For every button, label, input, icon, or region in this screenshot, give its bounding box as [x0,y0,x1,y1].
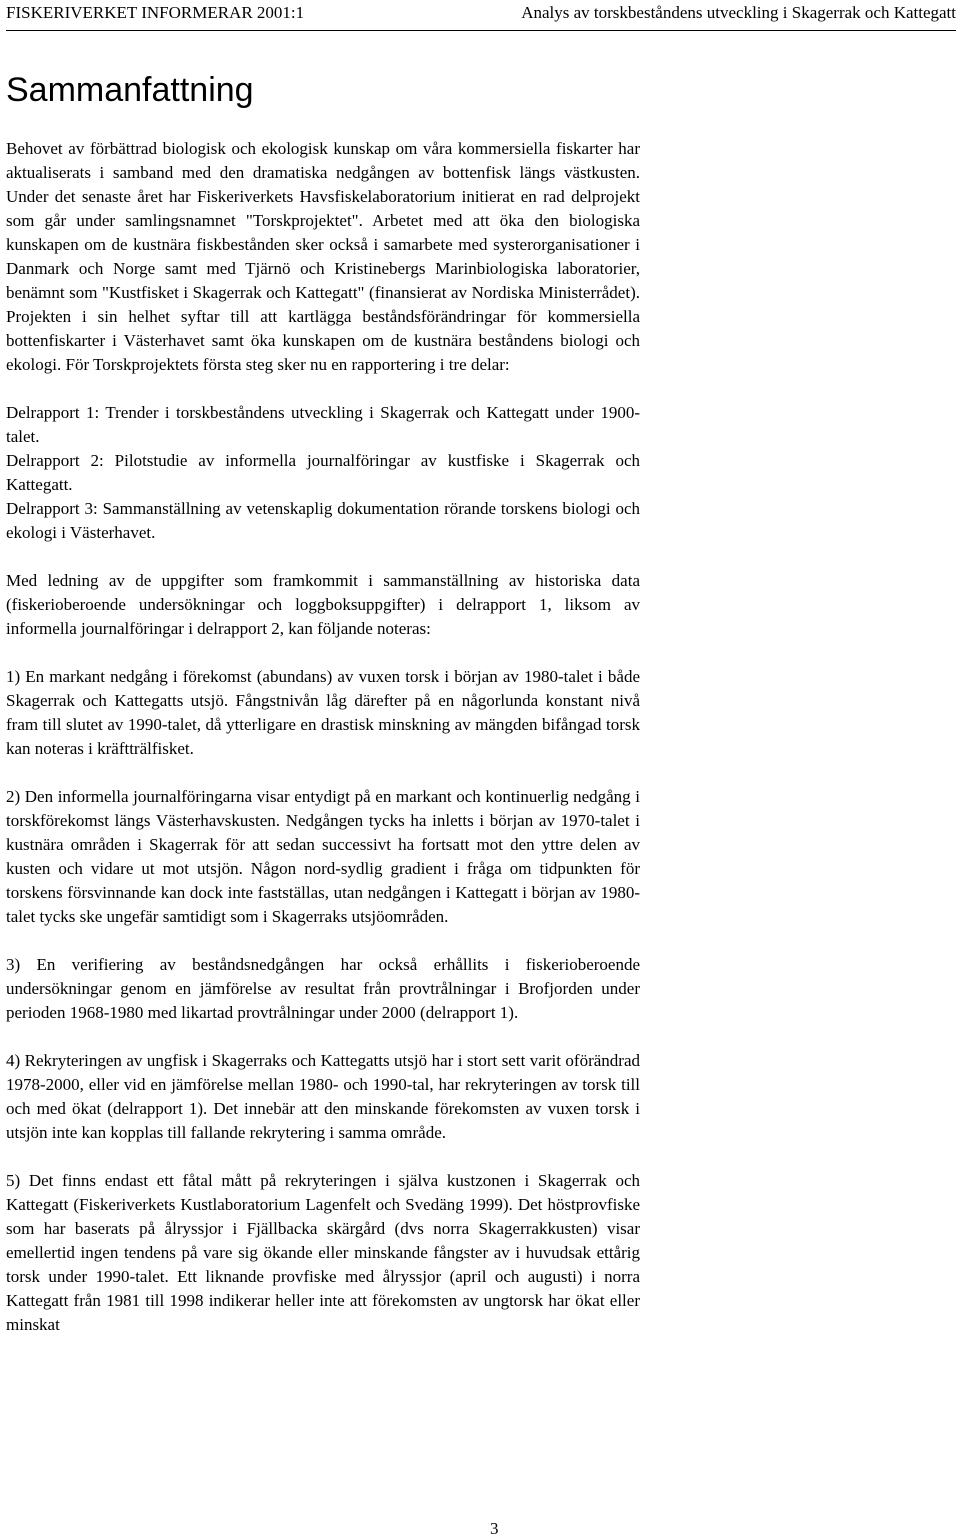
running-header [6,0,956,31]
body-text [6,137,640,1337]
delrapport-2: Delrapport 2: Pilotstudie av informella journalföringar av kustfiske i Skagerrak och Kattegatt. [6,451,640,494]
finding-1: 1) En markant nedgång i förekomst (abundans) av vuxen torsk i början av 1980-talet i både Skagerrak och Kattegatts utsjö. Fångstnivån låg därefter på en någorlunda konstant nivå fram till slutet av 1990-talet, då ytterligare en drastisk minskning av mängden bifångad torsk kan noteras i kräftträlfisket. [6,667,640,758]
section-title: Sammanfattning [6,71,254,109]
intro-paragraph: Behovet av förbättrad biologisk och ekologisk kunskap om våra kommersiella fiskarter har aktualiserats i samband med den dramatiska nedgången av bottenfisk längs västkusten. Under det senaste året har Fiskeriverkets Havsfiskelaboratorium initierat en rad delprojekt som går under samlingsnamnet "Torskprojektet". Arbetet med att öka den biologiska kunskapen om de kustnära fiskbestånden sker också i samarbete med systerorganisationer i Danmark och Norge samt med Tjärnö och Kristinebergs Marinbiologiska laboratorier, benämnt som "Kustfisket i Skagerrak och Kattegatt" (finansierat av Nordiska Ministerrådet). Projekten i sin helhet syftar till att kartlägga beståndsförändringar för kommersiella bottenfiskarter i Västerhavet samt öka kunskapen om de kustnära beståndens biologi och ekologi. För Torskprojektets första steg sker nu en rapportering i tre delar: [6,139,640,374]
finding-5: 5) Det finns endast ett fåtal mått på rekryteringen i själva kustzonen i Skagerrak och Kattegatt (Fiskeriverkets Kustlaboratorium Lagenfelt och Svedäng 1999). Det höstprovfiske som har baserats på ålryssjor i Fjällbacka skärgård (dvs norra Skagerrakkusten) visar emellertid ingen tendens på vare sig ökande eller minskande fångster av i huvudsak ettårig torsk under 1990-talet. Ett liknande provfiske med ålryssjor (april och augusti) i norra Kattegatt från 1981 till 1998 indikerar heller inte att förekomsten av ungtorsk har ökat eller minskat [6,1171,640,1334]
delrapport-3: Delrapport 3: Sammanställning av vetenskaplig dokumentation rörande torskens biologi och ekologi i Västerhavet. [6,499,640,542]
header-report-title: Analys av torskbeståndens utveckling i Skagerrak och Kattegatt [521,3,956,22]
finding-3: 3) En verifiering av beståndsnedgången har också erhållits i fiskerioberoende undersökningar genom en jämförelse av resultat från provtrålningar i Brofjorden under perioden 1968-1980 med likartad provtrålningar under 2000 (delrapport 1). [6,955,640,1022]
page-number: 3 [490,1519,499,1538]
med-ledning-paragraph: Med ledning av de uppgifter som framkommit i sammanställning av historiska data (fiskerioberoende undersökningar och loggboksuppgifter) i delrapport 1, liksom av informella journalföringar i delrapport 2, kan följande noteras: [6,571,640,638]
delrapport-1: Delrapport 1: Trender i torskbeståndens utveckling i Skagerrak och Kattegatt under 1900-talet. [6,403,640,446]
finding-4: 4) Rekryteringen av ungfisk i Skagerraks och Kattegatts utsjö har i stort sett varit oförändrad 1978-2000, eller vid en jämförelse mellan 1980- och 1990-tal, har rekryteringen av torsk till och med ökat (delrapport 1). Det innebär att den minskande förekomsten av vuxen torsk i utsjön inte kan kopplas till fallande rekrytering i samma område. [6,1051,640,1142]
header-publication: FISKERIVERKET INFORMERAR 2001:1 [6,3,305,22]
finding-2: 2) Den informella journalföringarna visar entydigt på en markant och kontinuerlig nedgång i torskförekomst längs Västerhavskusten. Nedgången tycks ha inletts i början av 1970-talet i kustnära områden i Skagerrak för att sedan successivt ha fortsatt mot den yttre delen av kusten och vidare ut mot utsjön. Någon nord-sydlig gradient i fråga om tidpunkten för torskens försvinnande kan dock inte fastställas, utan nedgången i Kattegatt i början av 1980-talet tycks ske ungefär samtidigt som i Skagerraks utsjöområden. [6,787,640,926]
